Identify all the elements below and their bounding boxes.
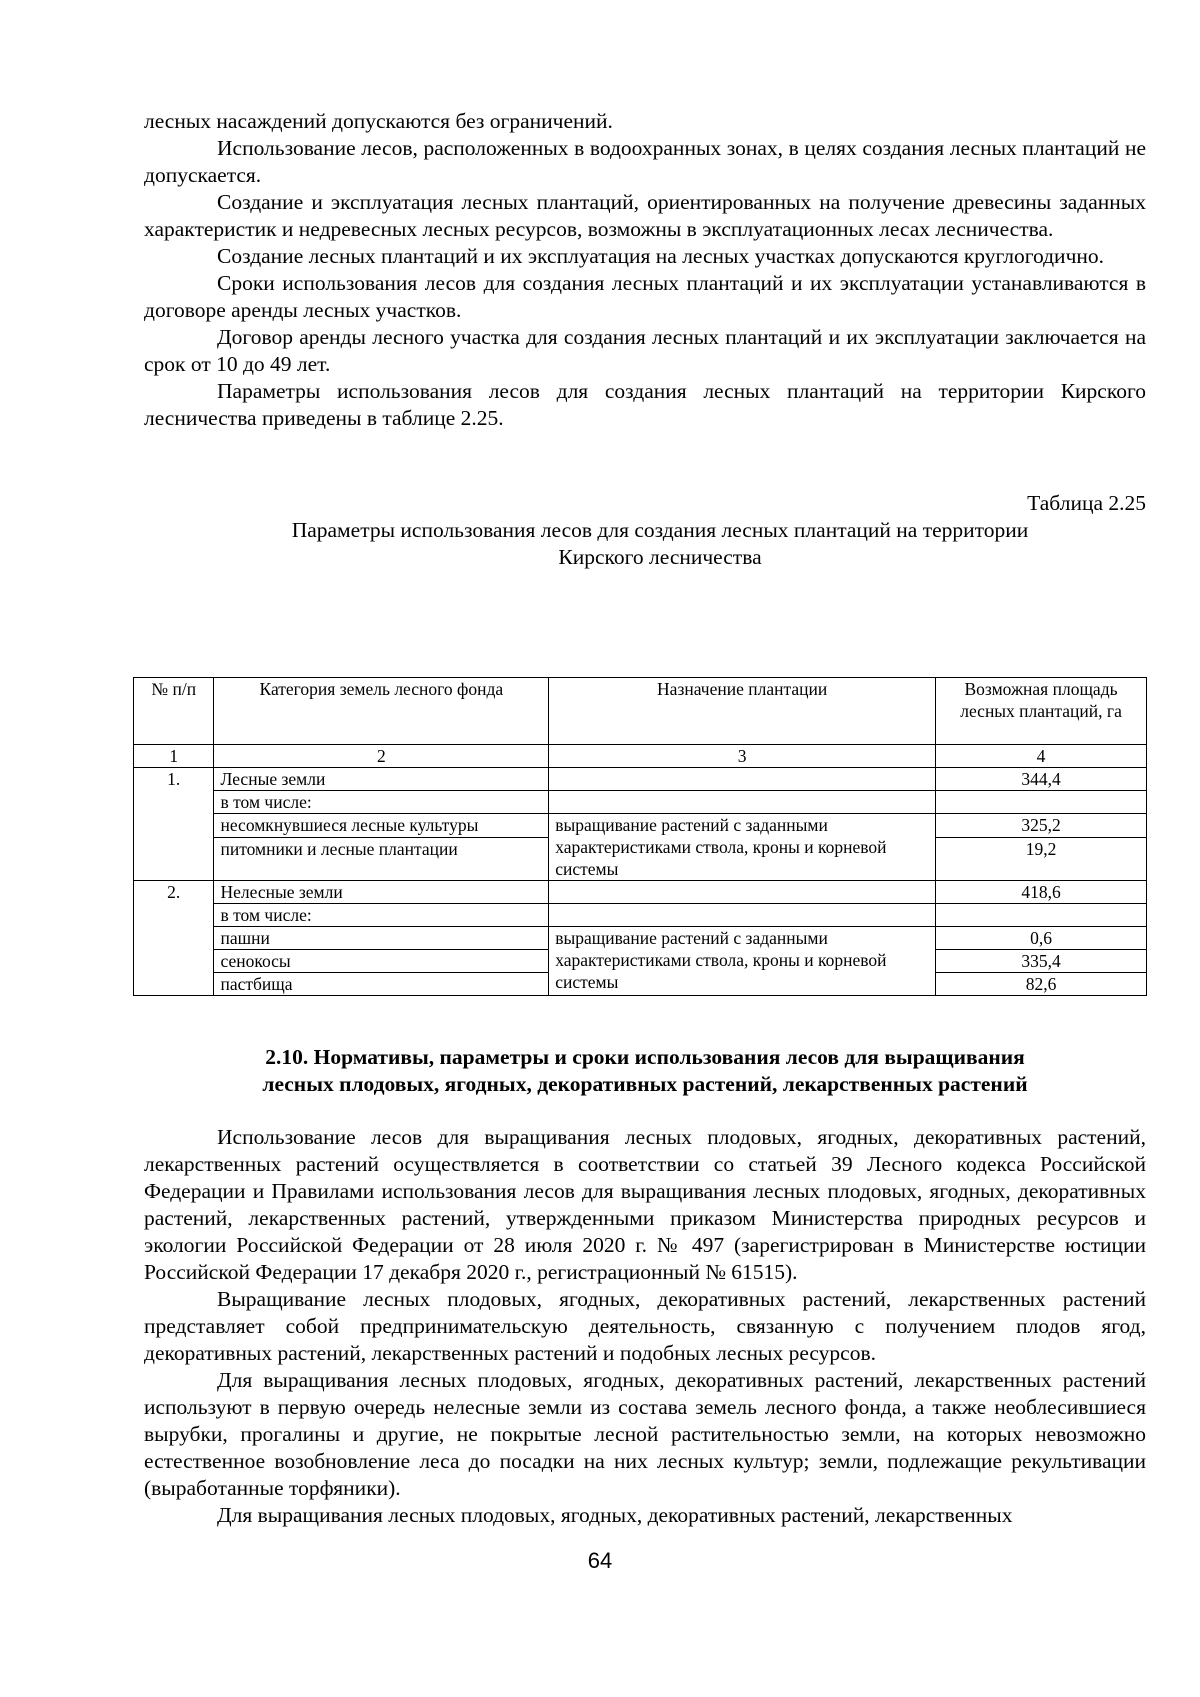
row-num: 1. (134, 768, 214, 881)
area-value: 344,4 (936, 768, 1147, 791)
section-heading (144, 1044, 1146, 1098)
col-number: 4 (936, 745, 1147, 768)
col-number: 2 (214, 745, 549, 768)
table-number: Таблица 2.25 (1027, 491, 1146, 515)
purpose-empty (549, 768, 936, 791)
area-value: 0,6 (936, 927, 1147, 950)
category-name: Лесные земли (214, 768, 549, 791)
table-row (134, 791, 1147, 814)
plantation-parameters-table (133, 677, 1147, 996)
paragraph: Использование лесов, расположенных в водоохранных зонах, в целях создания лесных плантаций не допускается. (144, 136, 1146, 187)
bottom-text-block (144, 1124, 1146, 1529)
purpose-empty (549, 881, 936, 904)
paragraph: Создание лесных плантаций и их эксплуатация на лесных участках допускаются круглогодично. (217, 244, 1105, 268)
page-number: 64 (587, 1548, 613, 1573)
table-column-numbers-row (134, 745, 1147, 768)
category-name: питомники и лесные плантации (214, 837, 549, 860)
header-num: № п/п (134, 678, 214, 745)
category-name: пашни (214, 927, 549, 950)
paragraph: Договор аренды лесного участка для создания лесных плантаций и их эксплуатации заключается на срок от 10 до 49 лет. (144, 325, 1146, 376)
header-area: Возможная площадь лесных плантаций, га (936, 678, 1147, 745)
area-spacer (936, 860, 1147, 881)
header-purpose: Назначение плантации (549, 678, 936, 745)
including-label: в том числе: (214, 904, 549, 927)
paragraph: Для выращивания лесных плодовых, ягодных, декоративных растений, лекарственных растений используют в первую очередь нелесные земли из состава земель лесного фонда, а также необлесившиеся вырубки, прогалины и другие, не покрытые лесной растительностью земли, на которых невозможно естественное возобновление леса до посадки на них лесных культур; земли, подлежащие рекультивации (выработанные торфяники). (144, 1368, 1146, 1500)
area-value: 325,2 (936, 814, 1147, 838)
table-row (134, 814, 1147, 838)
category-name: несомкнувшиеся лесные культуры (214, 814, 549, 838)
table-title-line-1: Параметры использования лесов для создания лесных плантаций на территории (291, 518, 1029, 542)
including-label: в том числе: (214, 791, 549, 814)
area-empty (936, 791, 1147, 814)
purpose-empty (549, 904, 936, 927)
table-row (134, 927, 1147, 950)
col-number: 3 (549, 745, 936, 768)
table-header-row (134, 678, 1147, 745)
table-row (134, 904, 1147, 927)
top-text-block (144, 108, 1146, 571)
table-title-line-2: Кирского лесничества (558, 545, 762, 569)
paragraph: Создание и эксплуатация лесных плантаций, ориентированных на получение древесины заданных характеристик и недревесных лесных ресурсов, возможны в эксплуатационных лесах лесничества. (144, 190, 1146, 241)
area-value: 82,6 (936, 973, 1147, 996)
purpose-text: выращивание растений с заданными характеристиками ствола, кроны и корневой системы (549, 927, 936, 996)
category-name: пастбища (214, 973, 549, 996)
paragraph: Выращивание лесных плодовых, ягодных, декоративных растений, лекарственных растений представляет собой предпринимательскую деятельность, связанную с получением плодов ягод, декоративных растений, лекарственных растений и подобных лесных ресурсов. (144, 1287, 1146, 1365)
area-empty (936, 904, 1147, 927)
paragraph: Использование лесов для выращивания лесных плодовых, ягодных, декоративных растений, лекарственных растений осуществляется в соответствии со статьей 39 Лесного кодекса Российской Федерации и Правилами использования лесов для выращивания лесных плодовых, ягодных, декоративных растений, лекарственных растений, утвержденными приказом Министерства природных ресурсов и экологии Российской Федерации от 28 июля 2020 г. № 497 (зарегистрирован в Министерстве юстиции Российской Федерации 17 декабря 2020 г., регистрационный № 61515). (144, 1125, 1146, 1284)
header-category: Категория земель лесного фонда (214, 678, 549, 745)
row-num: 2. (134, 881, 214, 996)
area-value: 19,2 (936, 837, 1147, 860)
category-name: сенокосы (214, 950, 549, 973)
table-row (134, 768, 1147, 791)
paragraph: Для выращивания лесных плодовых, ягодных, декоративных растений, лекарственных (217, 1503, 1013, 1527)
col-number: 1 (134, 745, 214, 768)
category-spacer (214, 860, 549, 881)
section-heading-line-1: 2.10. Нормативы, параметры и сроки использования лесов для выращивания (265, 1045, 1025, 1069)
section-heading-line-2: лесных плодовых, ягодных, декоративных растений, лекарственных растений (262, 1072, 1028, 1096)
area-value: 335,4 (936, 950, 1147, 973)
area-value: 418,6 (936, 881, 1147, 904)
purpose-text: выращивание растений с заданными характеристиками ствола, кроны и корневой системы (549, 814, 936, 881)
table-row (134, 881, 1147, 904)
category-name: Нелесные земли (214, 881, 549, 904)
purpose-empty (549, 791, 936, 814)
paragraph: Параметры использования лесов для создания лесных плантаций на территории Кирского лесничества приведены в таблице 2.25. (144, 379, 1146, 430)
paragraph: лесных насаждений допускаются без ограничений. (144, 109, 613, 133)
paragraph: Сроки использования лесов для создания лесных плантаций и их эксплуатации устанавливаются в договоре аренды лесных участков. (144, 271, 1146, 322)
